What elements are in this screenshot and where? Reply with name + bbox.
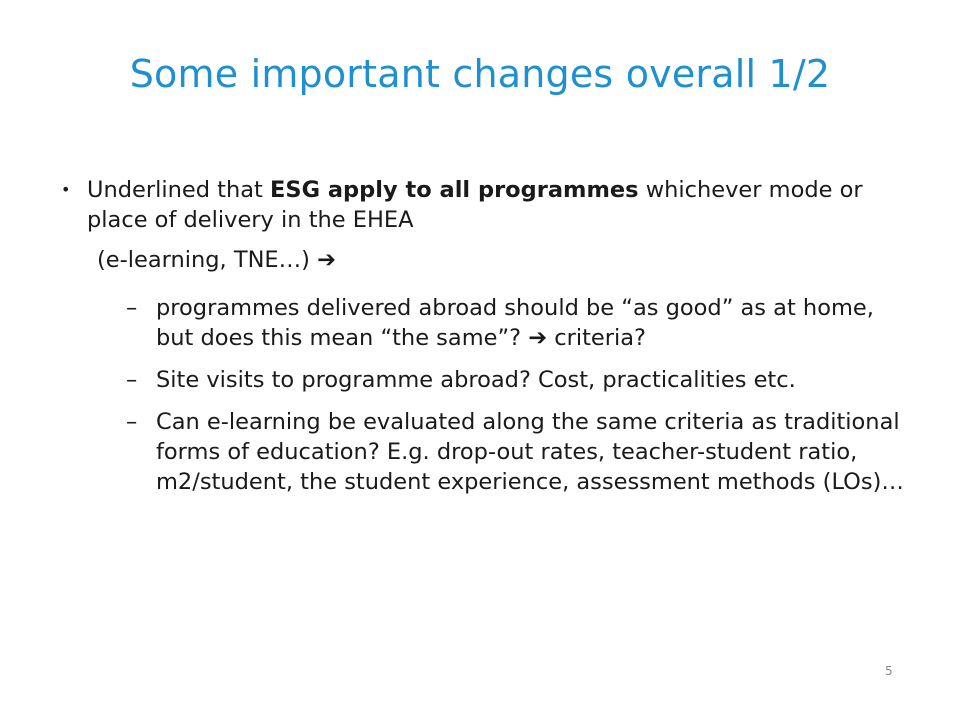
right-arrow-icon: ➔ — [317, 247, 336, 273]
bullet-suffix: whichever mode or place of delivery in the EHEA — [87, 177, 863, 233]
sub-item — [126, 407, 917, 497]
right-arrow-icon: ➔ — [528, 325, 548, 351]
dash-marker: – — [126, 409, 138, 435]
sub-item-3-text: Can e-learning be evaluated along the same criteria as traditional forms of education? E.g. drop-out rates, teacher-student ratio, m2/student, the student experience, assessment methods (LOs)… — [156, 409, 904, 495]
sub-item — [126, 365, 917, 395]
bullet-text — [87, 175, 917, 235]
bullet-item — [57, 175, 917, 235]
sub-item — [126, 293, 917, 353]
sub-list — [126, 293, 917, 497]
bullet-continuation — [97, 245, 917, 275]
dash-marker: – — [126, 295, 138, 321]
bullet-prefix: Underlined that — [87, 177, 270, 203]
continuation-text: (e-learning, TNE…) — [97, 247, 310, 273]
sub-item-1-after: criteria? — [547, 325, 646, 351]
sub-item-text — [156, 293, 917, 353]
bullet-bold-text: ESG apply to all programmes — [270, 177, 639, 203]
slide-title: Some important changes overall 1/2 — [129, 52, 831, 96]
bullet-dot: • — [61, 180, 71, 199]
sub-item-1-text: programmes delivered abroad should be “as good” as at home, but does this mean “the same”? — [156, 295, 874, 351]
dash-marker: – — [126, 367, 138, 393]
sub-item-2-text: Site visits to programme abroad? Cost, practicalities etc. — [156, 367, 796, 393]
page-number: 5 — [885, 664, 893, 678]
slide-content — [57, 175, 917, 509]
